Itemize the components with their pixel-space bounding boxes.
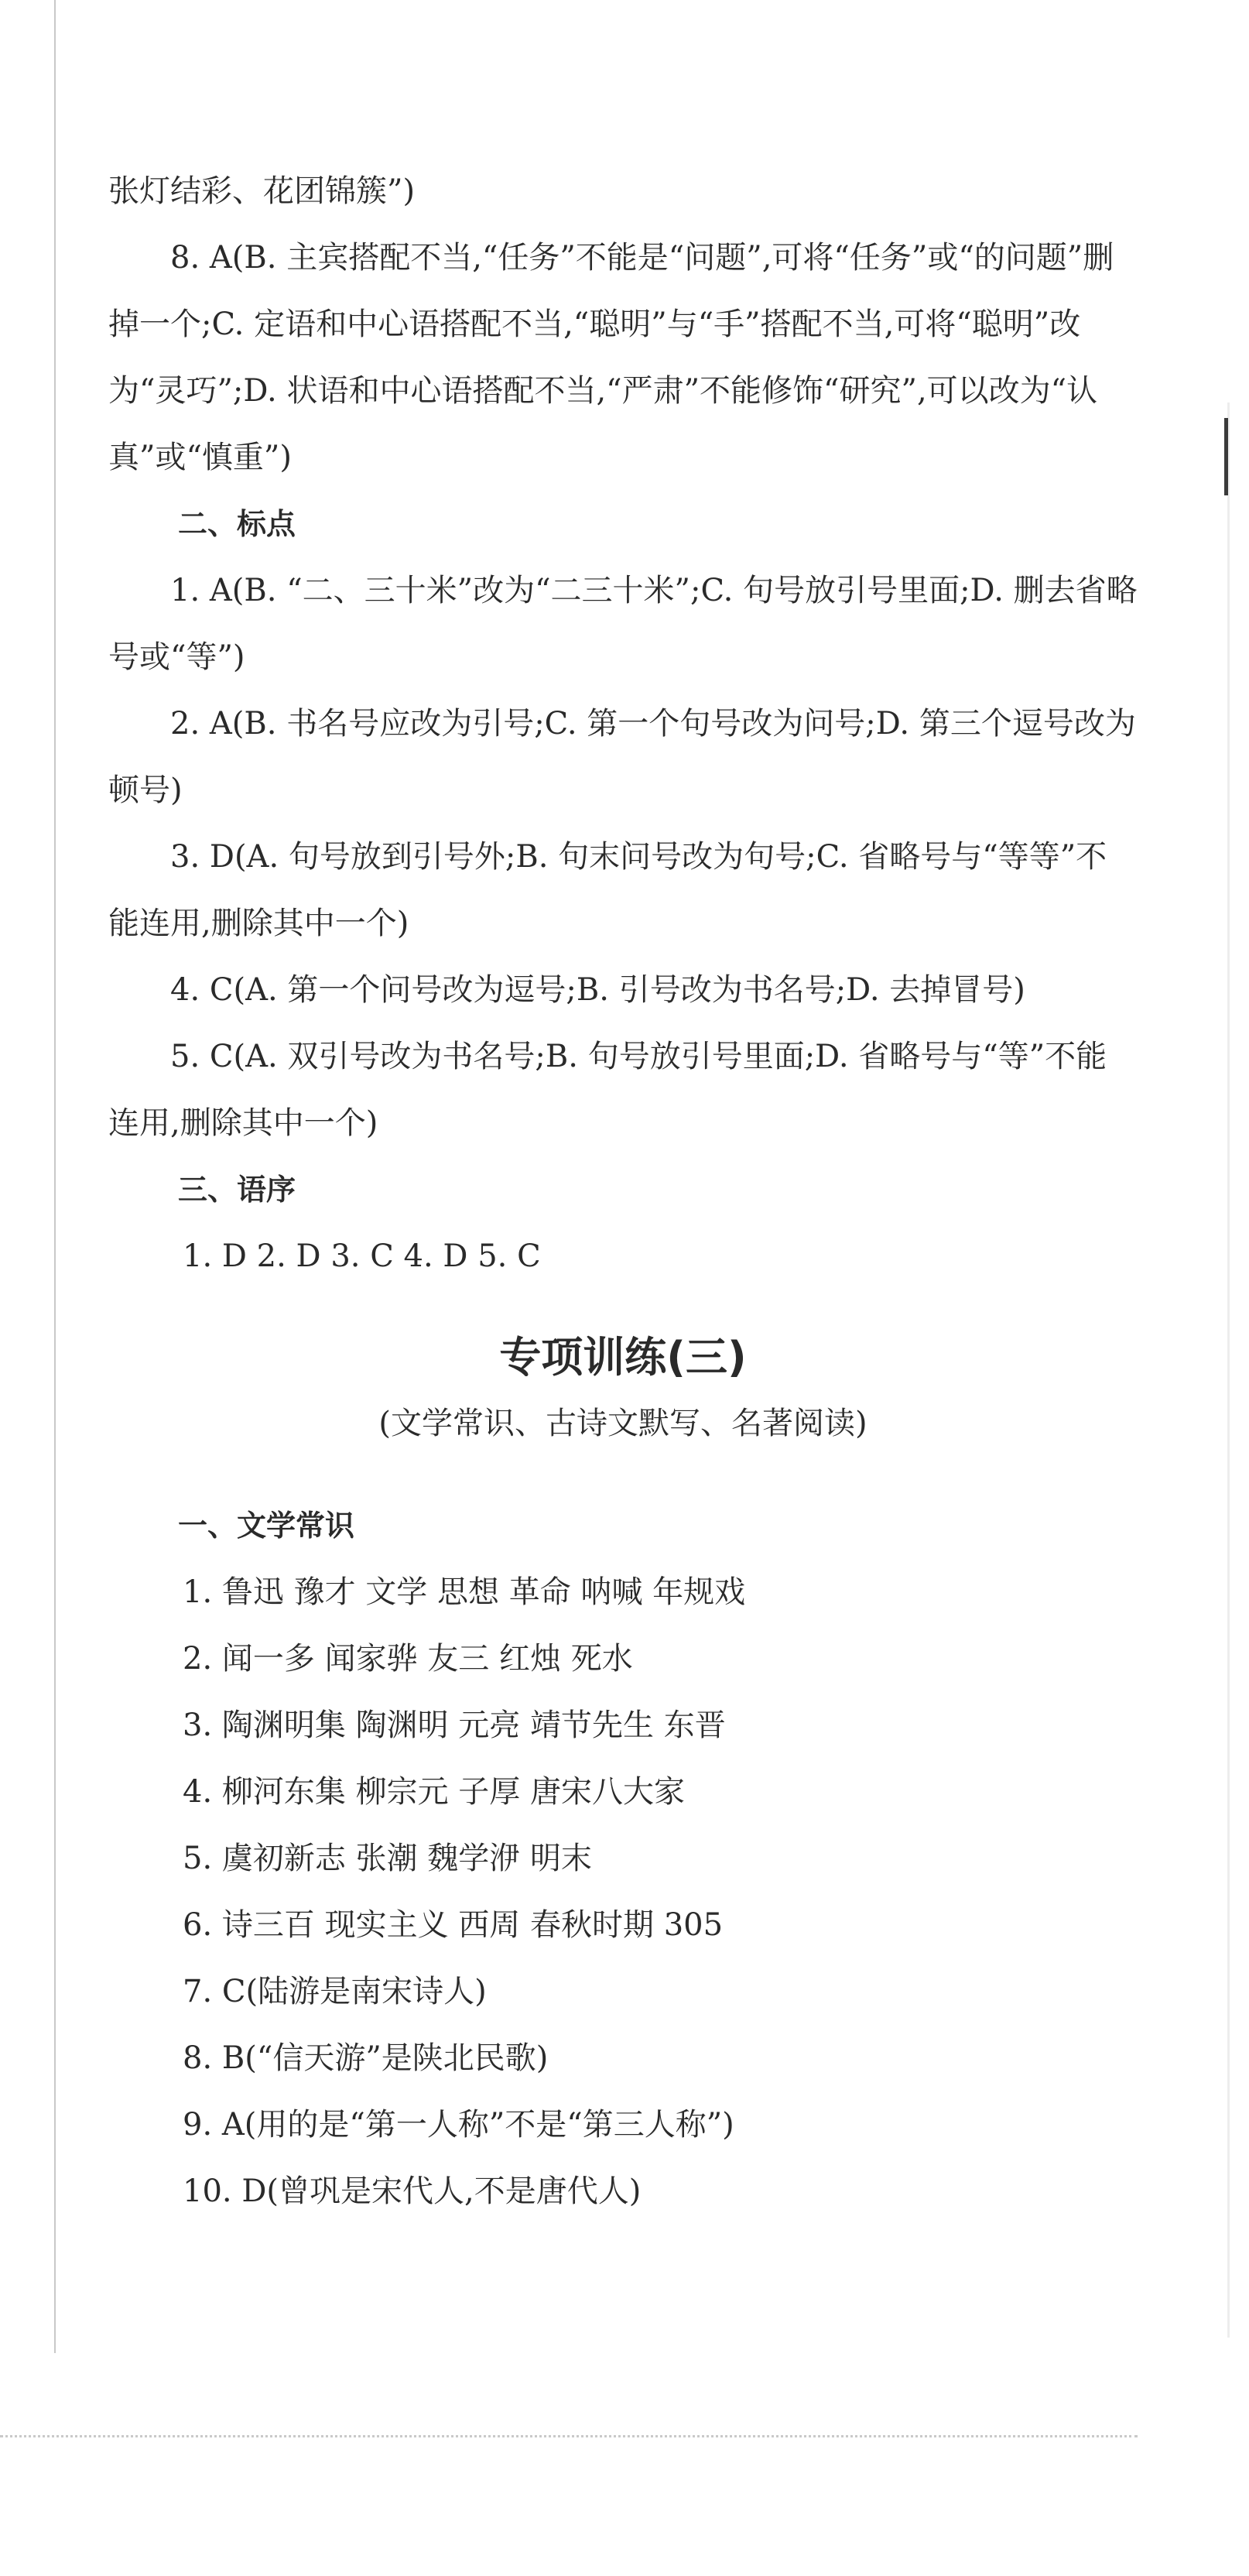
punctuation-answer-3: 3. D(A. 句号放到引号外;B. 句末问号改为句号;C. 省略号与“等等”不能连用,删除其中一个) <box>108 839 1107 941</box>
left-margin-rule <box>54 0 56 2353</box>
page-edge-shadow <box>1227 402 1230 2338</box>
literature-answer-3: 3. 陶渊明集 陶渊明 元亮 靖节先生 东晋 <box>183 1708 726 1743</box>
section-heading-literature: 一、文学常识 <box>178 1509 355 1543</box>
word-order-answers: 1. D 2. D 3. C 4. D 5. C <box>183 1238 541 1274</box>
answer-8: 8. A(B. 主宾搭配不当,“任务”不能是“问题”,可将“任务”或“的问题”删掉一个;C. 定语和中心语搭配不当,“聪明”与“手”搭配不当,可将“聪明”改为“灵巧”;D. 状语和中心语搭配不当,“严肃”不能修饰“研究”,可以改为“认真”或“慎重”) <box>108 240 1114 475</box>
binding-mark <box>1224 418 1228 495</box>
punctuation-answer-5: 5. C(A. 双引号改为书名号;B. 句号放引号里面;D. 省略号与“等”不能连用,删除其中一个) <box>108 1039 1107 1141</box>
section-heading-word-order: 三、语序 <box>178 1173 296 1207</box>
continued-line: 张灯结彩、花团锦簇”) <box>108 173 416 209</box>
training-subtitle: (文学常识、古诗文默写、名著阅读) <box>378 1406 867 1441</box>
punctuation-answer-4: 4. C(A. 第一个问号改为逗号;B. 引号改为书名号;D. 去掉冒号) <box>170 972 1025 1008</box>
training-title: 专项训练(三) <box>499 1333 747 1382</box>
literature-answer-1: 1. 鲁迅 豫才 文学 思想 革命 呐喊 年规戏 <box>183 1574 746 1610</box>
literature-answer-9: 9. A(用的是“第一人称”不是“第三人称”) <box>183 2107 734 2143</box>
punctuation-answer-1: 1. A(B. “二、三十米”改为“二三十米”;C. 句号放引号里面;D. 删去省略号或“等”) <box>108 573 1138 675</box>
literature-answer-5: 5. 虞初新志 张潮 魏学洢 明末 <box>183 1841 593 1876</box>
literature-answer-6: 6. 诗三百 现实主义 西周 春秋时期 305 <box>183 1907 724 1943</box>
literature-answer-8: 8. B(“信天游”是陕北民歌) <box>183 2040 549 2076</box>
bottom-dotted-rule <box>0 2435 1138 2437</box>
literature-answer-10: 10. D(曾巩是宋代人,不是唐代人) <box>183 2174 642 2209</box>
literature-answer-2: 2. 闻一多 闻家骅 友三 红烛 死水 <box>183 1641 633 1677</box>
literature-answer-4: 4. 柳河东集 柳宗元 子厚 唐宋八大家 <box>183 1774 686 1810</box>
page-content <box>108 158 1138 2225</box>
literature-answer-7: 7. C(陆游是南宋诗人) <box>183 1974 487 2009</box>
punctuation-answer-2: 2. A(B. 书名号应改为引号;C. 第一个句号改为问号;D. 第三个逗号改为顿号) <box>108 706 1136 808</box>
section-heading-punctuation: 二、标点 <box>178 507 296 541</box>
